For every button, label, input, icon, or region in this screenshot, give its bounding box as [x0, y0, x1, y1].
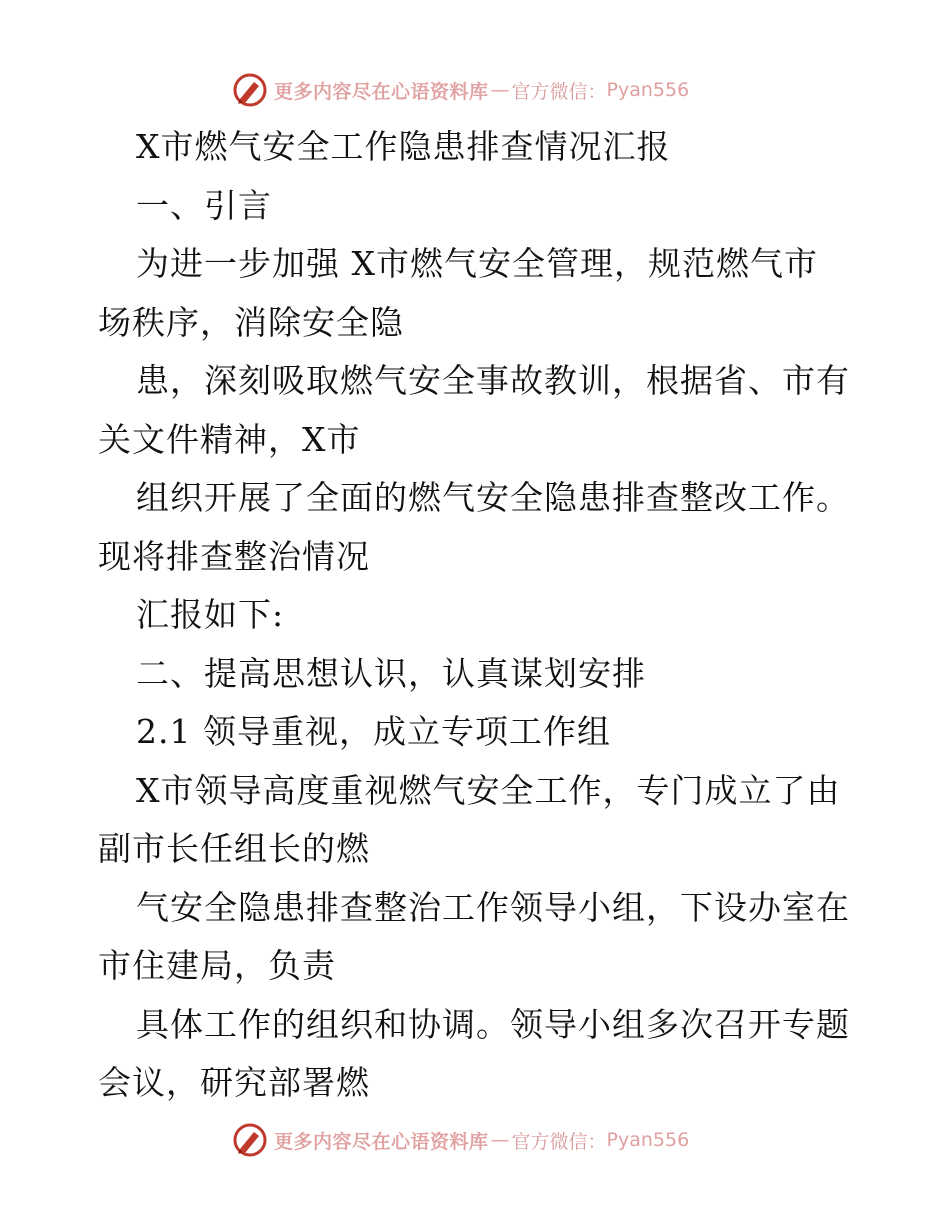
watermark-separator: — — [490, 79, 510, 101]
watermark-wechat-id: Pyan556 — [606, 1129, 690, 1151]
paragraph-line: 为进一步加强 X市燃气安全管理，规范燃气市 — [136, 244, 818, 283]
watermark-wechat-id: Pyan556 — [606, 79, 690, 101]
paragraph-line: 患，深刻吸取燃气安全事故教训，根据省、市有 — [136, 361, 850, 400]
pen-logo-icon — [232, 72, 268, 108]
watermark-separator: — — [490, 1129, 510, 1151]
section-heading-intro: 一、引言 — [136, 185, 272, 225]
paragraph-line: 具体工作的组织和协调。领导小组多次召开专题 — [136, 1004, 850, 1044]
section-heading-two: 二、提高思想认识，认真谋划安排 — [136, 653, 646, 693]
paragraph-line: 会议，研究部署燃 — [98, 1063, 370, 1102]
subsection-heading: 2.1 领导重视，成立专项工作组 — [136, 712, 611, 751]
paragraph-line: 组织开展了全面的燃气安全隐患排查整改工作。 — [136, 478, 850, 517]
document-title: X市燃气安全工作隐患排查情况汇报 — [136, 127, 671, 166]
paragraph-line: 副市长任组长的燃 — [98, 829, 370, 868]
paragraph-line: 市住建局，负责 — [98, 946, 336, 985]
paragraph-line: 气安全隐患排查整治工作领导小组，下设办室在 — [136, 887, 850, 927]
paragraph-line: 现将排查整治情况 — [98, 536, 370, 576]
watermark-header — [232, 70, 689, 110]
watermark-label: 官方微信： — [511, 1130, 607, 1153]
paragraph-line: 关文件精神，X市 — [98, 419, 361, 459]
watermark-footer — [232, 1120, 689, 1160]
watermark-label: 官方微信： — [511, 80, 607, 103]
document-body — [98, 118, 858, 1113]
watermark-text: 更多内容尽在心语资料库 — [274, 1130, 489, 1153]
watermark-text: 更多内容尽在心语资料库 — [274, 80, 489, 103]
paragraph-line: 场秩序，消除安全隐 — [98, 302, 404, 342]
pen-logo-icon — [232, 1122, 268, 1158]
paragraph-line: 汇报如下: — [136, 595, 285, 634]
paragraph-line: X市领导高度重视燃气安全工作，专门成立了由 — [136, 770, 841, 810]
